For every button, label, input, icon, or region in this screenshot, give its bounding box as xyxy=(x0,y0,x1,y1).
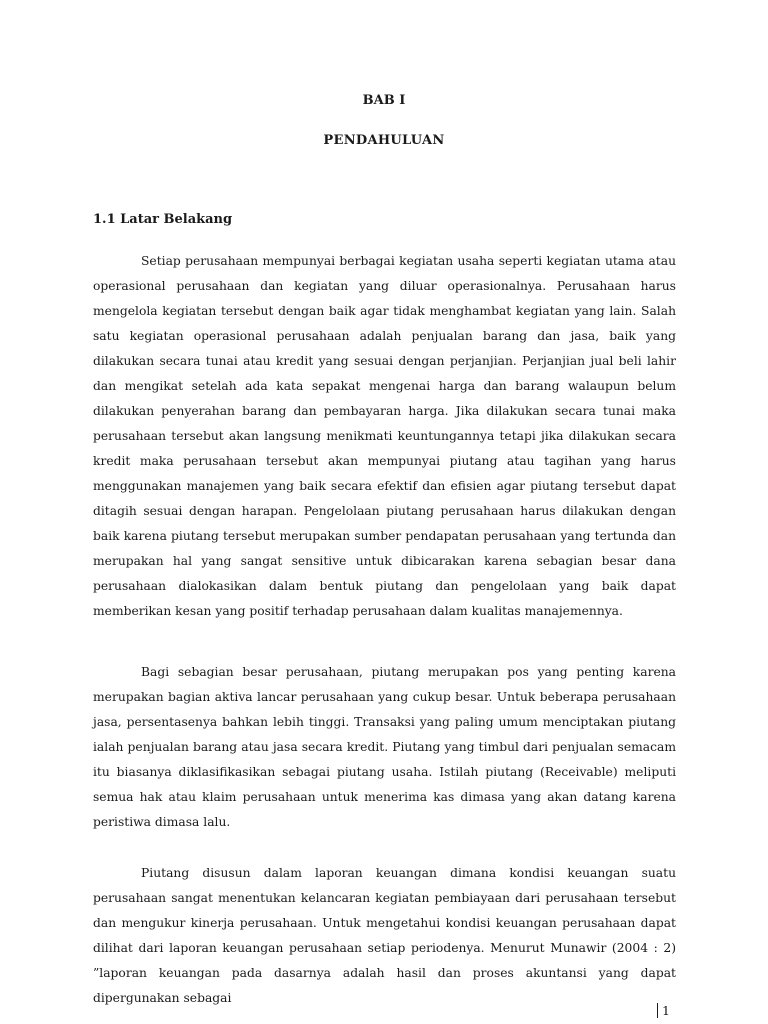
section-heading: 1.1 Latar Belakang xyxy=(93,212,233,227)
paragraph: Bagi sebagian besar perusahaan, piutang merupakan pos yang penting karena merupakan bagian aktiva lancar perusahaan yang cukup besar. Untuk beberapa perusahaan jasa, persentasenya bahkan lebih tinggi. Transaksi yang paling umum menciptakan piutang ialah penjualan barang atau jasa secara kredit. Piutang yang timbul dari penjualan semacam itu biasanya diklasifikasikan sebagai piutang usaha. Istilah piutang (Receivable) meliputi semua hak atau klaim perusahaan untuk menerima kas dimasa yang akan datang karena peristiwa dimasa lalu. xyxy=(93,665,676,829)
page-number: 1 xyxy=(657,1003,670,1018)
chapter-title: PENDAHULUAN xyxy=(323,133,445,148)
paragraph: Setiap perusahaan mempunyai berbagai kegiatan usaha seperti kegiatan utama atau operasional perusahaan dan kegiatan yang diluar operasionalnya. Perusahaan harus mengelola kegiatan tersebut dengan baik agar tidak menghambat kegiatan yang lain. Salah satu kegiatan operasional perusahaan adalah penjualan barang dan jasa, baik yang dilakukan secara tunai atau kredit yang sesuai dengan perjanjian. Perjanjian jual beli lahir dan mengikat setelah ada kata sepakat mengenai harga dan barang walaupun belum dilakukan penyerahan barang dan pembayaran harga. Jika dilakukan secara tunai maka perusahaan tersebut akan langsung menikmati keuntungannya tetapi jika dilakukan secara kredit maka perusahaan tersebut akan mempunyai piutang atau tagihan yang harus menggunakan manajemen yang baik secara efektif dan efisien agar piutang tersebut dapat ditagih sesuai dengan harapan. Pengelolaan piutang perusahaan harus dilakukan dengan baik karena piutang tersebut merupakan sumber pendapatan perusahaan yang tertunda dan merupakan hal yang sangat sensitive untuk dibicarakan karena sebagian besar dana perusahaan dialokasikan dalam bentuk piutang dan pengelolaan yang baik dapat memberikan kesan yang positif terhadap perusahaan dalam kualitas manajemennya. xyxy=(93,254,676,618)
paragraph: Piutang disusun dalam laporan keuangan dimana kondisi keuangan suatu perusahaan sangat menentukan kelancaran kegiatan pembiayaan dari perusahaan tersebut dan mengukur kinerja perusahaan. Untuk mengetahui kondisi keuangan perusahaan dapat dilihat dari laporan keuangan perusahaan setiap periodenya. Menurut Munawir (2004 : 2) ”laporan keuangan pada dasarnya adalah hasil dan proses akuntansi yang dapat dipergunakan sebagai xyxy=(93,866,676,1005)
chapter-label: BAB I xyxy=(362,93,406,108)
